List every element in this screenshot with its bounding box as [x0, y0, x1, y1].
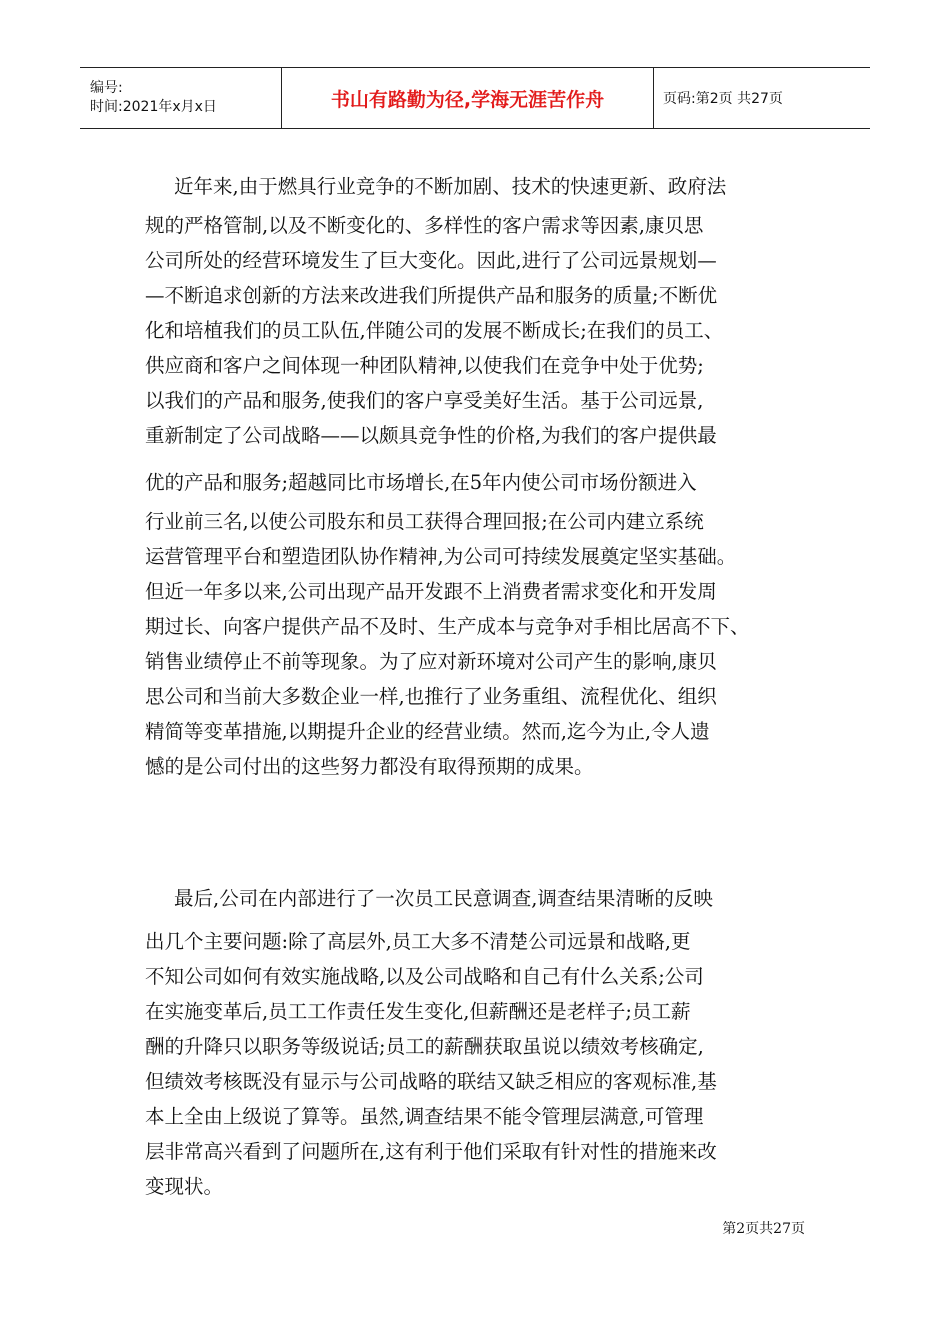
paragraph-line: 精简等变革措施,以期提升企业的经营业绩。然而,迄今为止,令人遗	[145, 720, 710, 743]
paragraph-line: 出几个主要问题:除了高层外,员工大多不清楚公司远景和战略,更	[145, 930, 691, 953]
paragraph-line: 行业前三名,以使公司股东和员工获得合理回报;在公司内建立系统	[145, 510, 704, 533]
paragraph-line: 优的产品和服务;超越同比市场增长,在5年内使公司市场份额进入	[145, 471, 697, 494]
paragraph-line: 但近一年多以来,公司出现产品开发跟不上消费者需求变化和开发周	[145, 580, 717, 603]
paragraph-line: 公司所处的经营环境发生了巨大变化。因此,进行了公司远景规划—	[145, 249, 717, 272]
paragraph-line: 近年来,由于燃具行业竞争的不断加剧、技术的快速更新、政府法	[174, 175, 727, 198]
paragraph-line: 酬的升降只以职务等级说话;员工的薪酬获取虽说以绩效考核确定,	[145, 1035, 704, 1058]
page-footer	[722, 1218, 805, 1238]
footer-page-number: 第2页共27页	[722, 1221, 805, 1237]
paragraph-line: 最后,公司在内部进行了一次员工民意调查,调查结果清晰的反映	[174, 887, 713, 910]
paragraph-line: 运营管理平台和塑造团队协作精神,为公司可持续发展奠定坚实基础。	[145, 545, 737, 568]
paragraph-line: 销售业绩停止不前等现象。为了应对新环境对公司产生的影响,康贝	[145, 650, 717, 673]
document-number-label: 编号:	[90, 80, 123, 96]
paragraph-line: 思公司和当前大多数企业一样,也推行了业务重组、流程优化、组织	[145, 685, 717, 708]
paragraph-line: 在实施变革后,员工工作责任发生变化,但薪酬还是老样子;员工薪	[145, 1000, 691, 1023]
paragraph-line: 本上全由上级说了算等。虽然,调查结果不能令管理层满意,可管理	[145, 1105, 704, 1128]
paragraph-line: 期过长、向客户提供产品不及时、生产成本与竞争对手相比居高不下、	[145, 615, 750, 638]
paragraph-1	[145, 165, 825, 784]
header-meta	[80, 68, 282, 128]
paragraph-line: —不断追求创新的方法来改进我们所提供产品和服务的质量;不断优	[145, 284, 718, 307]
paragraph-line: 不知公司如何有效实施战略,以及公司战略和自己有什么关系;公司	[145, 965, 704, 988]
header-page-info	[654, 68, 870, 128]
page-info-text: 页码:第2页 共27页	[663, 91, 783, 107]
paragraph-line: 重新制定了公司战略——以颇具竞争性的价格,为我们的客户提供最	[145, 424, 717, 447]
paragraph-line: 供应商和客户之间体现一种团队精神,以使我们在竞争中处于优势;	[145, 354, 704, 377]
paragraph-line: 规的严格管制,以及不断变化的、多样性的客户需求等因素,康贝思	[145, 214, 704, 237]
paragraph-line: 变现状。	[145, 1175, 224, 1198]
paragraph-line: 层非常高兴看到了问题所在,这有利于他们采取有针对性的措施来改	[145, 1140, 717, 1163]
paragraph-2	[145, 881, 825, 1204]
paragraph-line: 以我们的产品和服务,使我们的客户享受美好生活。基于公司远景,	[145, 389, 704, 412]
header-motto	[282, 68, 654, 128]
paragraph-line: 化和培植我们的员工队伍,伴随公司的发展不断成长;在我们的员工、	[145, 319, 724, 342]
motto-text: 书山有路勤为径,学海无涯苦作舟	[330, 88, 605, 111]
page-header	[80, 67, 870, 129]
paragraph-line: 憾的是公司付出的这些努力都没有取得预期的成果。	[145, 755, 594, 778]
paragraph-line: 但绩效考核既没有显示与公司战略的联结又缺乏相应的客观标准,基	[145, 1070, 717, 1093]
document-time-label: 时间:2021年x月x日	[90, 99, 217, 115]
